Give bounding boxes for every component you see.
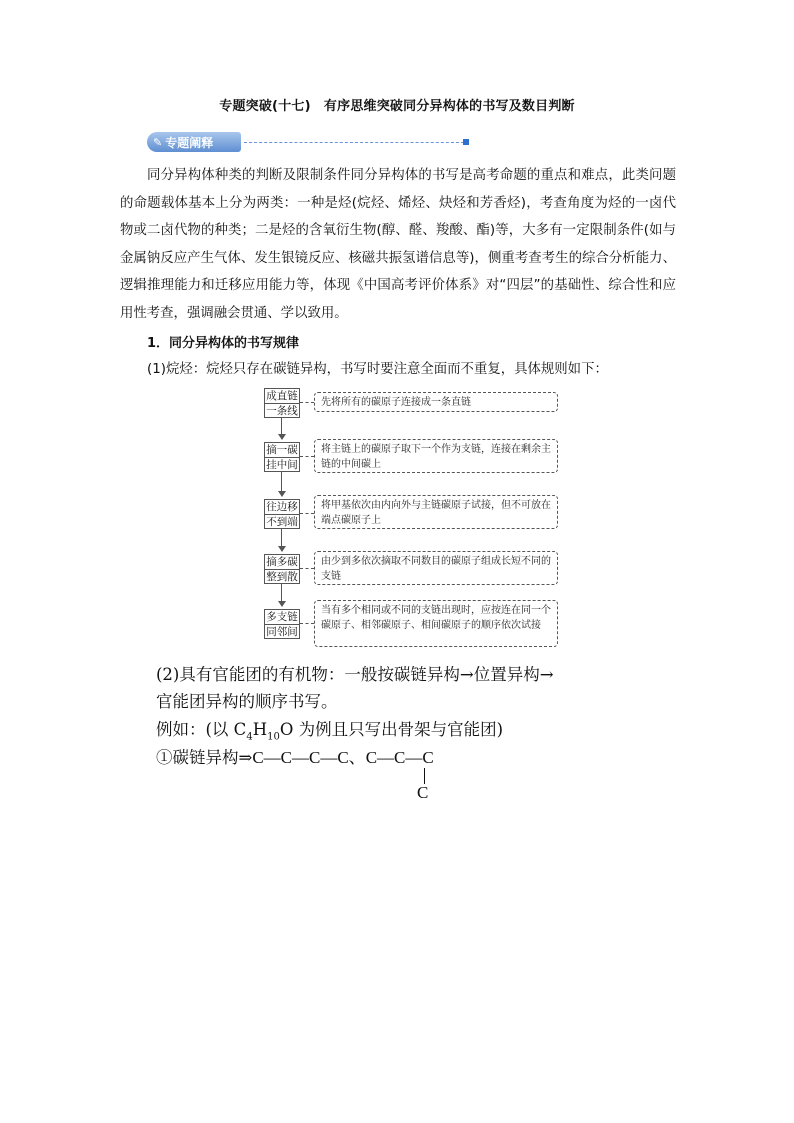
step-description: 将主链上的碳原子取下一个作为支链，连接在剩余主链的中间碳上 <box>314 439 558 473</box>
step-description: 当有多个相同或不同的支链出现时，应按连在同一个碳原子、相邻碳原子、相间碳原子的顺序依次试接 <box>314 600 558 647</box>
flow-step: 往边移 不到端 <box>264 499 300 529</box>
pencil-icon: ✎ <box>153 135 163 149</box>
step-description: 由少到多依次摘取不同数目的碳原子组成长短不同的支链 <box>314 551 558 585</box>
example-line: 例如：(以 $C_4H_{10}O$ 为例且只写出骨架与官能团) <box>156 720 504 743</box>
flow-arrow <box>278 601 286 607</box>
flow-arrow <box>278 434 286 440</box>
intro-paragraph: 同分异构体种类的判断及限制条件同分异构体的书写是高考命题的重点和难点，此类问题的命题载体基本上分为两类：一种是烃(烷烃、烯烃、炔烃和芳香烃)，考查角度为烃的一卤代物或二卤代物的种类；二是烃的含氧衍生物(醇、醛、羧酸、酯)等，大多有一定限制条件(如与金属钠反应产生气体、发生银镜反应、核磁共振氢谱信息等)，侧重考查考生的综合分析能力、逻辑推理能力和迁移应用能力等，体现《中国高考评价体系》对“四层”的基础性、综合性和应用性考查，强调融会贯通、学以致用。 <box>120 168 676 321</box>
badge-divider <box>244 142 464 143</box>
flow-step: 摘多碳 整到散 <box>264 554 300 584</box>
step-desc-connector <box>300 623 314 624</box>
badge-end-marker <box>463 139 469 145</box>
flow-arrow <box>278 491 286 497</box>
flow-arrow <box>278 546 286 552</box>
step-description: 将甲基依次由内向外与主链碳原子试接，但不可放在端点碳原子上 <box>314 495 558 529</box>
functional-group-line1: (2)具有官能团的有机物：一般按碳链异构→位置异构→ <box>156 665 554 684</box>
badge-label: 专题阐释 <box>165 135 214 150</box>
functional-group-line2: 官能团异构的顺序书写。 <box>156 692 338 711</box>
step-desc-connector <box>300 402 314 403</box>
step-desc-connector <box>300 456 314 457</box>
step-description: 先将所有的碳原子连接成一条直链 <box>314 392 558 412</box>
step-desc-connector <box>300 513 314 514</box>
step-desc-connector <box>300 568 314 569</box>
page-title: 专题突破(十七) 有序思维突破同分异构体的书写及数目判断 <box>219 99 575 114</box>
carbon-chain-isomer-line: ①碳链异构⇒C—C—C—C、C—C—C <box>156 748 434 767</box>
section-heading: 1．同分异构体的书写规律 <box>147 336 300 351</box>
branch-bond <box>424 768 425 784</box>
straight-chain-formula: C—C—C—C、 <box>252 748 366 767</box>
branch-carbon: C <box>417 783 429 802</box>
flow-step: 成直链 一条线 <box>264 388 300 418</box>
branched-chain-formula: C—C—C <box>365 748 434 767</box>
alkane-rule-text: (1)烷烃：烷烃只存在碳链异构，书写时要注意全面而不重复，具体规则如下： <box>147 362 608 377</box>
flow-step: 多支链 同邻间 <box>264 609 300 639</box>
section-badge <box>147 132 241 152</box>
flow-step: 摘一碳 挂中间 <box>264 442 300 472</box>
